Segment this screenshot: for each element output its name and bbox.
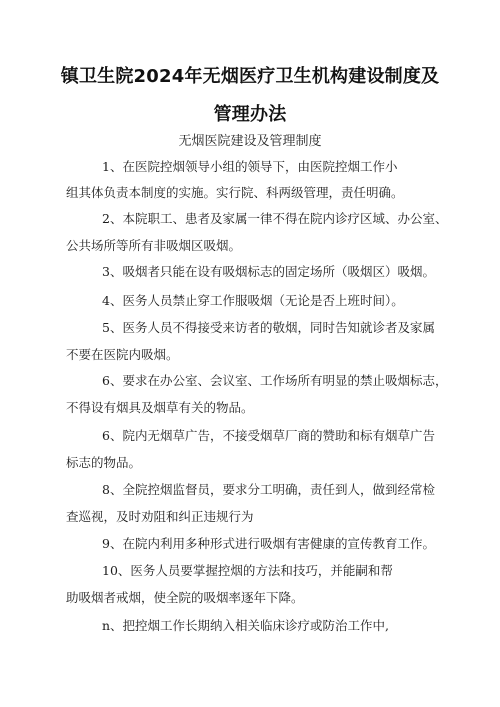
clause-6-line-2: 不得设有烟具及烟草有关的物品。 [66, 400, 254, 415]
clause-10-line-1: 10、医务人员要掌握控烟的方法和技巧，并能嗣和帮 [102, 563, 393, 578]
clause-1-line-1: 1、在医院控烟领导小组的领导下，由医院控烟工作小 [102, 159, 398, 174]
clause-5-line-2: 不要在医院内吸烟。 [66, 347, 179, 362]
clause-9-line-1: 9、在院内利用多种形式进行吸烟有害健康的宣传教育工作。 [102, 536, 435, 551]
clause-7-line-1: 6、院内无烟草广告，不接受烟草厂商的赞助和标有烟草广告 [102, 428, 435, 443]
clause-6-line-1: 6、要求在办公室、会议室、工作场所有明显的禁止吸烟标志， [102, 373, 448, 388]
clause-2-line-1: 2、本院职工、患者及家属一律不得在院内诊疗区域、办公室、 [102, 211, 448, 226]
clause-3-line-1: 3、吸烟者只能在设有吸烟标志的固定场所（吸烟区）吸烟。 [102, 264, 435, 279]
clause-2-line-2: 公共场所等所有非吸烟区吸烟。 [66, 238, 242, 253]
clause-8-line-1: 8、全院控烟监督员，要求分工明确，责任到人，做到经常检 [102, 482, 435, 497]
clause-11-line-1: n、把控烟工作长期纳入相关临床诊疗或防治工作中, [102, 618, 390, 633]
clause-1-line-2: 组其体负责本制度的实施。实行院、科两级管理，责任明确。 [66, 185, 404, 200]
clause-5-line-1: 5、医务人员不得接受来访者的敬烟，同时告知就诊者及家属 [102, 320, 435, 335]
clause-10-line-2: 助吸烟者戒烟，使全院的吸烟率逐年下降。 [66, 590, 304, 605]
document-subtitle: 无烟医院建设及管理制度 [178, 134, 322, 149]
clause-8-line-2: 查巡视，及时劝阻和纠正违规行为 [66, 509, 254, 524]
clause-7-line-2: 标志的物品。 [66, 455, 142, 470]
document-title-line-1: 镇卫生院2024年无烟医疗卫生机构建设制度及 [60, 66, 440, 87]
document-title-line-2: 管理办法 [213, 104, 287, 125]
clause-4-line-1: 4、医务人员禁止穿工作服吸烟（无论是否上班时间）。 [102, 293, 404, 308]
